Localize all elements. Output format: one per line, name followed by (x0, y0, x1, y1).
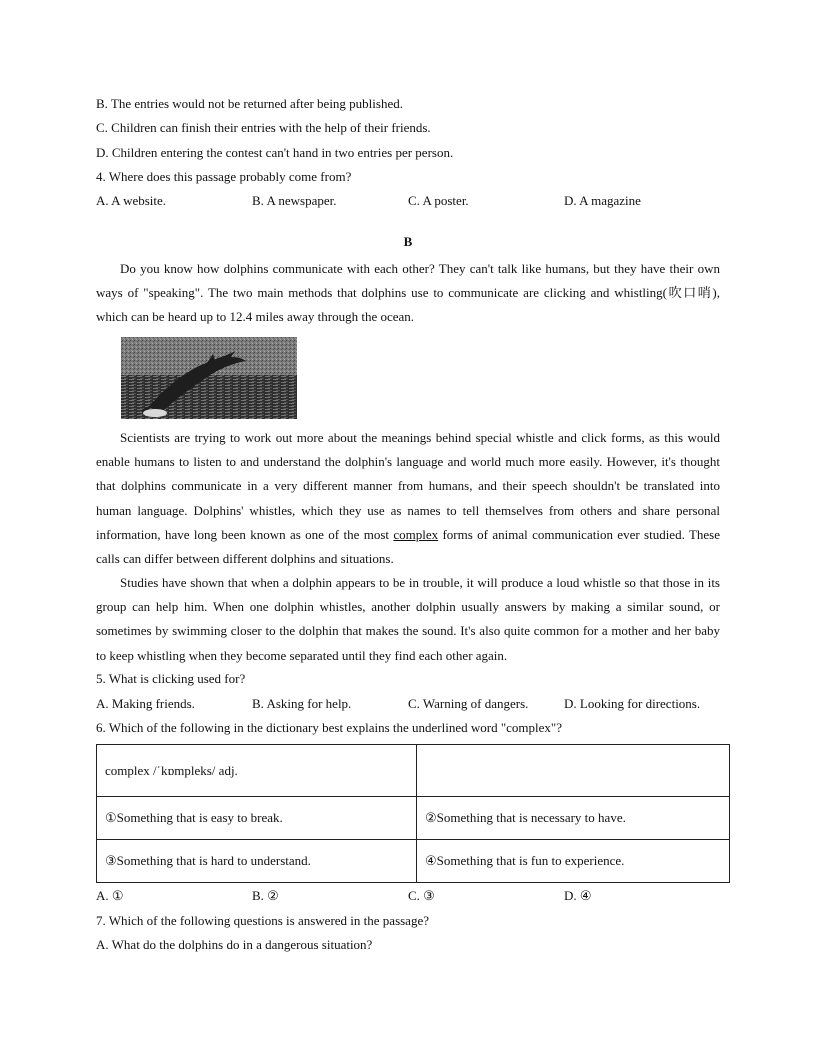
q5-option-c: C. Warning of dangers. (408, 696, 529, 711)
q5-question: 5. What is clicking used for? (96, 671, 246, 686)
q3-option-c: C. Children can finish their entries with the help of their friends. (96, 120, 431, 135)
dictionary-definition-3: ③Something that is hard to understand. (97, 840, 417, 883)
passage-paragraph-3: Studies have shown that when a dolphin appears to be in trouble, it will produce a loud whistle so that those in its group can help him. When one dolphin whistles, another dolphin usually answers by making a similar sound, or sometimes by swimming closer to the dolphin that makes the sound. It's also quite common for a mother and her baby to keep whistling when they become separated until they find each other again. (96, 575, 720, 663)
q4-option-b: B. A newspaper. (252, 193, 337, 208)
underlined-word-complex: complex (393, 526, 439, 542)
dictionary-definition-4: ④Something that is fun to experience. (417, 840, 730, 883)
q6-option-d: D. ④ (564, 888, 592, 903)
dictionary-table (96, 744, 730, 883)
q5-option-a: A. Making friends. (96, 696, 195, 711)
q4-option-c: C. A poster. (408, 193, 469, 208)
dictionary-definition-2: ②Something that is necessary to have. (417, 797, 730, 840)
q3-option-d: D. Children entering the contest can't hand in two entries per person. (96, 145, 454, 160)
section-heading: B (403, 234, 413, 249)
q7-option-a: A. What do the dolphins do in a dangerous situation? (96, 937, 373, 952)
dictionary-definition-1: ①Something that is easy to break. (97, 797, 417, 840)
q6-question: 6. Which of the following in the dictionary best explains the underlined word "complex"? (96, 720, 562, 735)
q7-question: 7. Which of the following questions is answered in the passage? (96, 913, 429, 928)
dictionary-entry-header: complex /ˈkɒmpleks/ adj. (97, 745, 417, 797)
dolphin-photo (121, 337, 297, 419)
passage-paragraph-2: Scientists are trying to work out more about the meanings behind special whistle and click forms, as this would enable humans to listen to and understand the dolphin's language and world much more easily. However, it's thought that dolphins communicate in a very different manner from humans, and their speech shouldn't be translated into human language. Dolphins' whistles, which they use as names to tell themselves from others and share personal information, have long been known as one of the most complex forms of animal communication ever studied. These calls can differ between different dolphins and situations. (96, 430, 720, 567)
dictionary-empty-cell (417, 745, 730, 797)
q4-question: 4. Where does this passage probably come from? (96, 169, 352, 184)
dolphin-leaping-image (121, 337, 297, 419)
q3-option-b: B. The entries would not be returned after being published. (96, 96, 403, 111)
q6-option-c: C. ③ (408, 888, 435, 903)
q4-option-d: D. A magazine (564, 193, 641, 208)
q4-option-a: A. A website. (96, 193, 167, 208)
q6-option-a: A. ① (96, 888, 124, 903)
passage-paragraph-1: Do you know how dolphins communicate with each other? They can't talk like humans, but they have their own ways of "speaking". The two main methods that dolphins use to communicate are clicking and whistling(吹口哨), which can be heard up to 12.4 miles away through the ocean. (96, 261, 720, 325)
q5-option-d: D. Looking for directions. (564, 696, 701, 711)
q5-option-b: B. Asking for help. (252, 696, 352, 711)
q6-option-b: B. ② (252, 888, 279, 903)
